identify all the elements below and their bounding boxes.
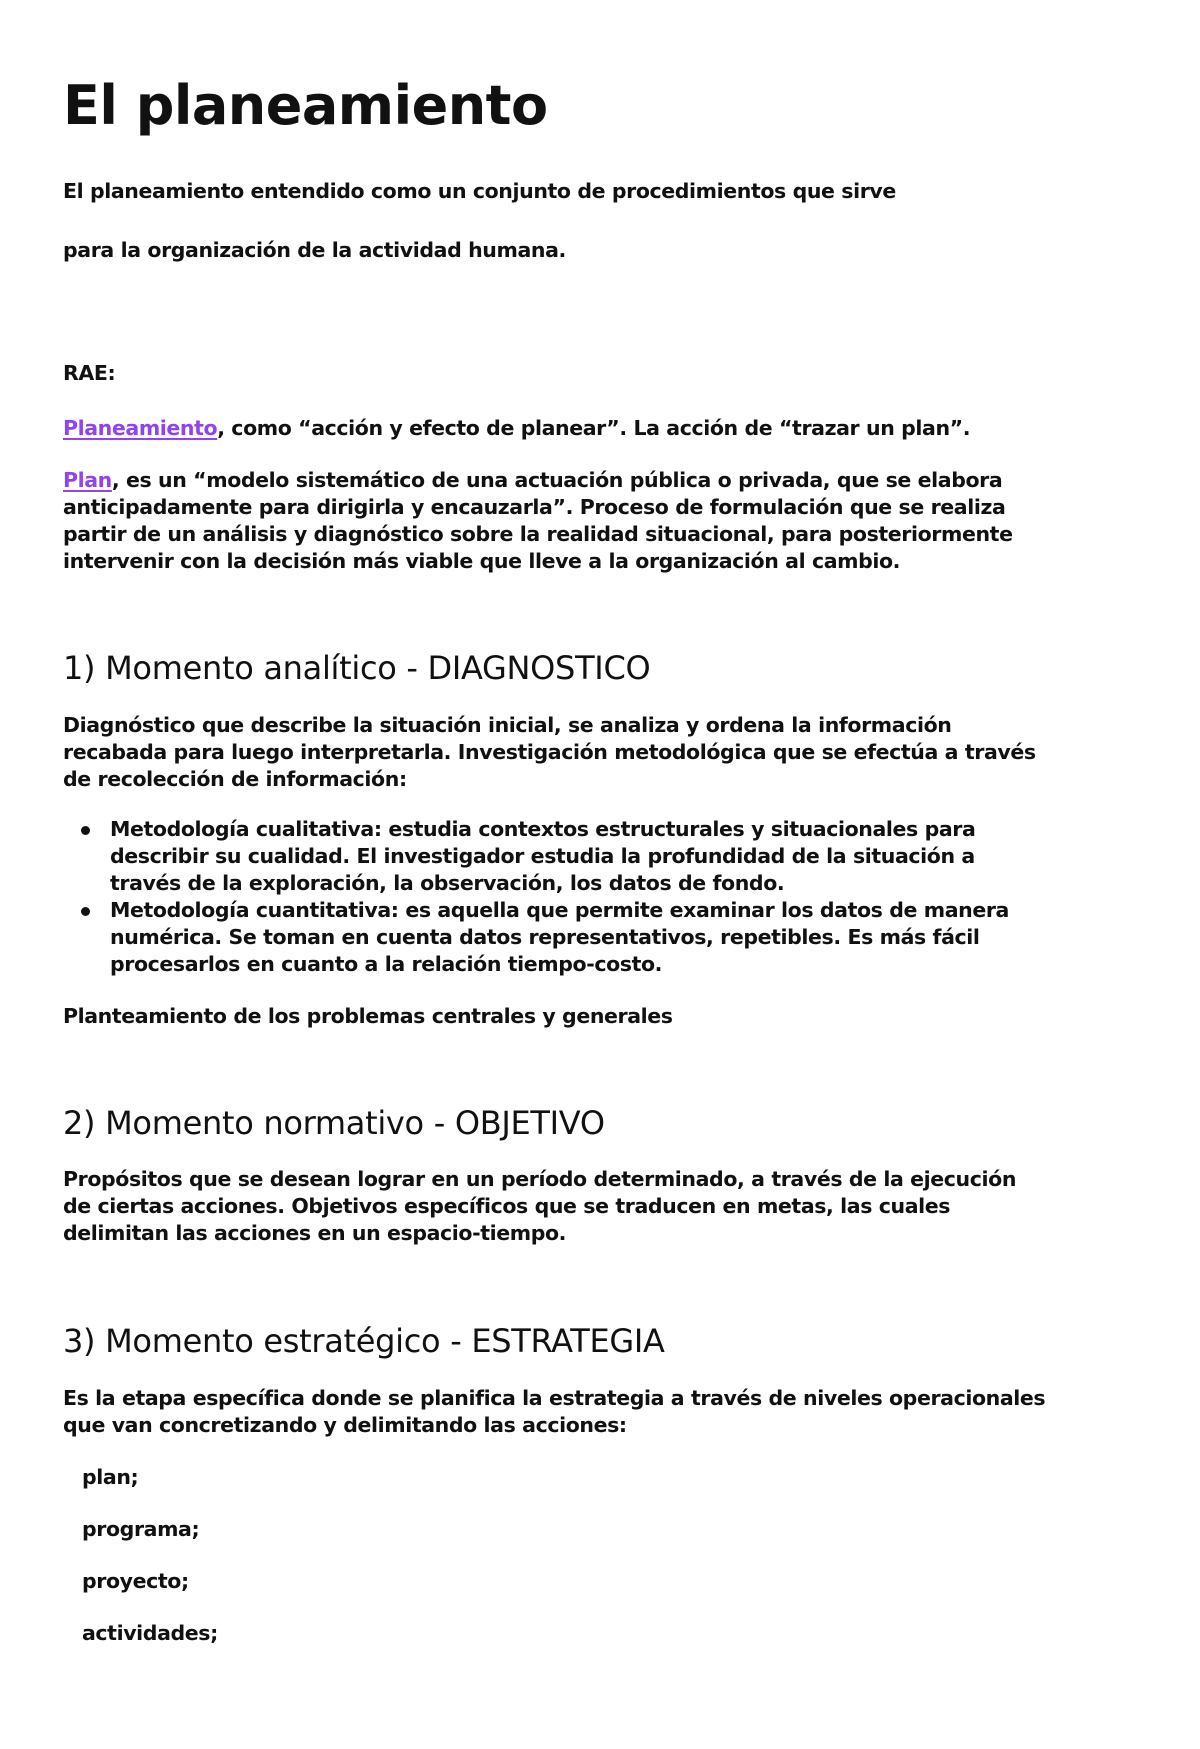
- section-2-para-line-3: delimitan las acciones en un espacio-tiempo.: [63, 1221, 567, 1245]
- section-3-para-line-2: que van concretizando y delimitando las acciones:: [63, 1413, 627, 1437]
- planeamiento-link[interactable]: Planeamiento: [63, 416, 218, 440]
- bullet-2-line-1: Metodología cuantitativa: es aquella que permite examinar los datos de manera: [110, 898, 1009, 922]
- bullet-2-line-3: procesarlos en cuanto a la relación tiempo-costo.: [110, 952, 663, 976]
- list-item: [63, 816, 976, 897]
- level-programa: programa;: [82, 1517, 200, 1541]
- section-1-heading: 1) Momento analítico - DIAGNOSTICO: [63, 649, 651, 687]
- level-plan: plan;: [82, 1465, 139, 1489]
- section-1-para-line-1: Diagnóstico que describe la situación inicial, se analiza y ordena la información: [63, 713, 952, 737]
- definition-plan-line-3: partir de un análisis y diagnóstico sobre la realidad situacional, para posteriormente: [63, 522, 1013, 546]
- definition-plan-line-4: intervenir con la decisión más viable que lleve a la organización al cambio.: [63, 549, 901, 573]
- bullet-2-line-2: numérica. Se toman en cuenta datos representativos, repetibles. Es más fácil: [110, 925, 980, 949]
- bullet-icon: [81, 907, 90, 916]
- section-3-heading: 3) Momento estratégico - ESTRATEGIA: [63, 1322, 665, 1360]
- section-3-para-line-1: Es la etapa específica donde se planifica la estrategia a través de niveles operacionales: [63, 1386, 1046, 1410]
- bullet-icon: [81, 826, 90, 835]
- section-1-para-line-3: de recolección de información:: [63, 767, 407, 791]
- definition-planeamiento: [63, 415, 970, 442]
- section-2-para-line-1: Propósitos que se desean lograr en un período determinado, a través de la ejecución: [63, 1167, 1017, 1191]
- definition-planeamiento-text: , como “acción y efecto de planear”. La acción de “trazar un plan”.: [217, 416, 971, 440]
- level-proyecto: proyecto;: [82, 1569, 189, 1593]
- intro-line-2: para la organización de la actividad humana.: [63, 238, 566, 262]
- rae-label: RAE:: [63, 361, 116, 385]
- intro-line-1: El planeamiento entendido como un conjunto de procedimientos que sirve: [63, 179, 896, 203]
- methodology-list: [63, 816, 1009, 978]
- bullet-1-line-1: Metodología cualitativa: estudia contextos estructurales y situacionales para: [110, 817, 976, 841]
- section-2-heading: 2) Momento normativo - OBJETIVO: [63, 1104, 605, 1142]
- page-title: El planeamiento: [63, 74, 548, 137]
- plan-link[interactable]: Plan: [63, 468, 112, 492]
- definition-plan-text-1: , es un “modelo sistemático de una actuación pública o privada, que se elabora: [111, 468, 1003, 492]
- definition-plan-line-2: anticipadamente para dirigirla y encauzarla”. Proceso de formulación que se realiza: [63, 495, 1006, 519]
- section-1-para-line-2: recabada para luego interpretarla. Investigación metodológica que se efectúa a través: [63, 740, 1036, 764]
- section-1-closing: Planteamiento de los problemas centrales y generales: [63, 1004, 673, 1028]
- section-2-para-line-2: de ciertas acciones. Objetivos específicos que se traducen en metas, las cuales: [63, 1194, 951, 1218]
- bullet-1-line-2: describir su cualidad. El investigador estudia la profundidad de la situación a: [110, 844, 975, 868]
- bullet-1-line-3: través de la exploración, la observación, los datos de fondo.: [110, 871, 785, 895]
- level-actividades: actividades;: [82, 1621, 218, 1645]
- definition-plan-line-1: [63, 467, 1002, 494]
- list-item: [63, 897, 1009, 978]
